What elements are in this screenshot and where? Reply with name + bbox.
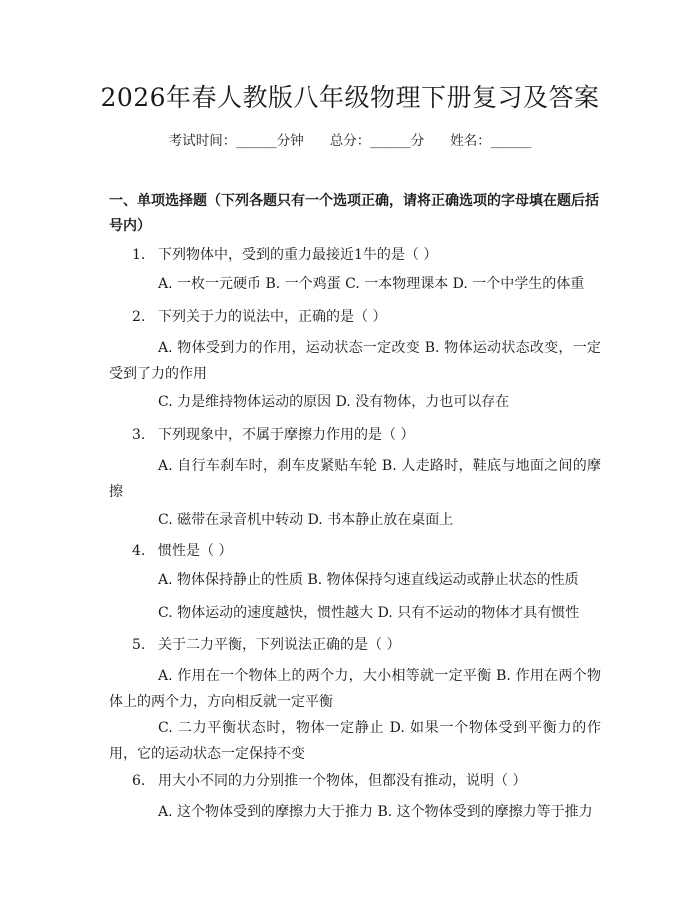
question-options: A. 自行车刹车时，刹车皮紧贴车轮 B. 人走路时，鞋底与地面之间的摩擦 [109,458,601,500]
question-stem [132,540,232,562]
question-options: A. 作用在一个物体上的两个力，大小相等就一定平衡 B. 作用在两个物体上的两个力，方向相反就一定平衡 [109,668,601,710]
question-stem [132,634,400,656]
total-score-field: 总分：______分 [329,133,425,149]
question-text: 用大小不同的力分别推一个物体，但都没有推动，说明（ ） [158,773,527,789]
question-number: 5. [132,637,146,653]
question-number: 3. [132,427,146,443]
question-text: 惯性是（ ） [158,543,233,559]
question-text: 下列关于力的说法中，正确的是（ ） [158,309,387,325]
question-stem [132,424,414,446]
exam-time-field: 考试时间：______分钟 [168,133,304,149]
question-text: 下列物体中，受到的重力最接近1牛的是（ ） [158,247,438,263]
question-number: 2. [132,309,146,325]
student-name-field: 姓名：______ [450,133,532,149]
question-options: C. 力是维持物体运动的原因 D. 没有物体，力也可以存在 [158,394,510,410]
question-number: 1. [132,247,146,263]
question-options: C. 磁带在录音机中转动 D. 书本静止放在桌面上 [158,512,454,528]
question-options: A. 物体受到力的作用，运动状态一定改变 B. 物体运动状态改变，一定受到了力的作用 [109,340,601,382]
question-options: A. 这个物体受到的摩擦力大于推力 B. 这个物体受到的摩擦力等于推力 [158,804,593,820]
question-text: 下列现象中，不属于摩擦力作用的是（ ） [158,427,415,443]
section-heading: 一、单项选择题（下列各题只有一个选项正确，请将正确选项的字母填在题后括号内） [109,193,599,234]
question-stem [132,770,526,792]
question-number: 6. [132,773,146,789]
question-number: 4. [132,543,146,559]
document-title: 2026年春人教版八年级物理下册复习及答案 [100,83,600,112]
exam-meta-line [0,131,700,151]
question-options: C. 二力平衡状态时，物体一定静止 D. 如果一个物体受到平衡力的作用，它的运动状态一定保持不变 [109,720,601,762]
question-options: A. 一枚一元硬币 B. 一个鸡蛋 C. 一本物理课本 D. 一个中学生的体重 [158,276,585,292]
question-options: C. 物体运动的速度越快，惯性越大 D. 只有不运动的物体才具有惯性 [158,605,580,621]
question-stem [132,306,386,328]
question-text: 关于二力平衡，下列说法正确的是（ ） [158,637,401,653]
question-options: A. 物体保持静止的性质 B. 物体保持匀速直线运动或静止状态的性质 [158,572,579,588]
question-stem [132,244,437,266]
